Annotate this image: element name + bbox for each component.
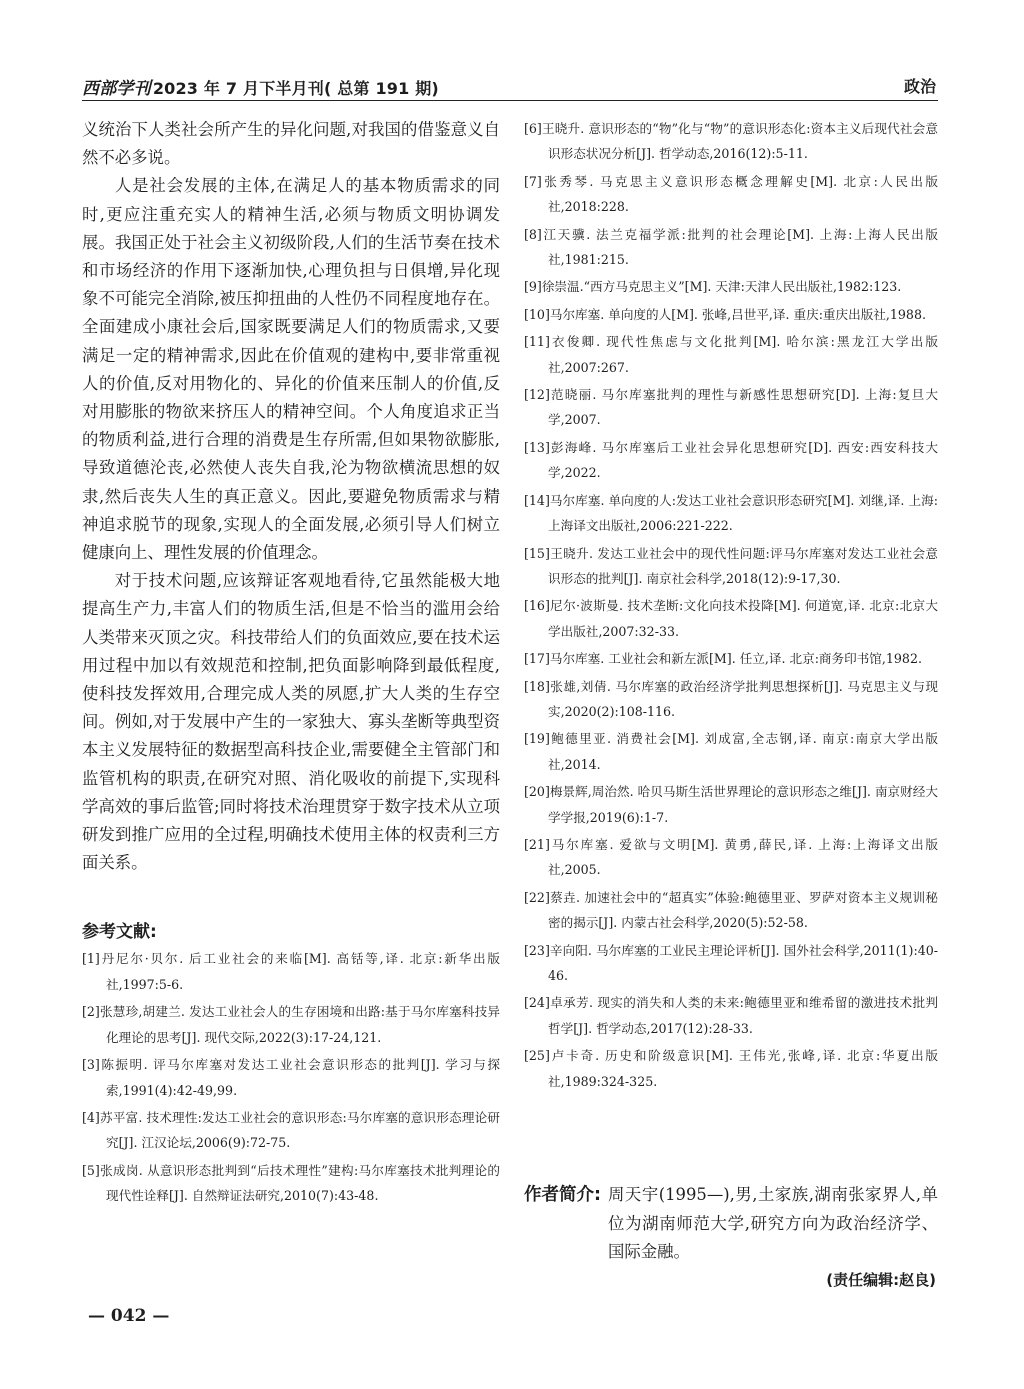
reference-item: [13]彭海峰. 马尔库塞后工业社会异化思想研究[D]. 西安:西安科技大学,2022. <box>524 439 938 481</box>
reference-item: [17]马尔库塞. 工业社会和新左派[M]. 任立,译. 北京:商务印书馆,1982. <box>524 651 922 667</box>
right-column <box>524 116 938 1096</box>
page-header <box>82 72 938 101</box>
article-body <box>82 116 500 877</box>
reference-item: [3]陈振明. 评马尔库塞对发达工业社会意识形态的批判[J]. 学习与探索,1991(4):42-49,99. <box>82 1057 500 1098</box>
author-bio <box>524 1181 938 1267</box>
reference-item: [21]马尔库塞. 爱欲与文明[M]. 黄勇,薛民,译. 上海:上海译文出版社,2005. <box>524 836 938 878</box>
reference-item: [1]丹尼尔·贝尔. 后工业社会的来临[M]. 高铦等,译. 北京:新华出版社,1997:5-6. <box>82 951 500 992</box>
author-bio-label: 作者简介: <box>524 1185 601 1205</box>
body-paragraph: 人是社会发展的主体,在满足人的基本物质需求的同时,更应注重充实人的精神生活,必须与物质文明协调发展。我国正处于社会主义初级阶段,人们的生活节奏在技术和市场经济的作用下逐渐加快,心理负担与日俱增,异化现象不可能完全消除,被压抑扭曲的人性仍不同程度地存在。全面建成小康社会后,国家既要满足人们的物质需求,又要满足一定的精神需求,因此在价值观的建构中,要非常重视人的价值,反对用物化的、异化的价值来压制人的价值,反对用膨胀的物欲来挤压人的精神空间。个人角度追求正当的物质利益,进行合理的消费是生存所需,但如果物欲膨胀,导致道德沦丧,必然使人丧失自我,沦为物欲横流思想的奴隶,然后丧失人生的真正意义。因此,要避免物质需求与精神追求脱节的现象,实现人的全面发展,必须引导人们树立健康向上、理性发展的价值理念。 <box>82 176 500 563</box>
page-number: — 042 — <box>88 1306 170 1326</box>
reference-item: [12]范晓丽. 马尔库塞批判的理性与新感性思想研究[D]. 上海:复旦大学,2007. <box>524 387 938 428</box>
reference-item: [5]张成岗. 从意识形态批判到“后技术理性”建构:马尔库塞技术批判理论的现代性诠释[J]. 自然辩证法研究,2010(7):43-48. <box>82 1162 500 1204</box>
section-label: 政治 <box>903 77 936 96</box>
reference-item: [16]尼尔·波斯曼. 技术垄断:文化向技术投降[M]. 何道宽,译. 北京:北京大学出版社,2007:32-33. <box>524 598 938 639</box>
reference-item: [18]张雄,刘倩. 马尔库塞的政治经济学批判思想探析[J]. 马克思主义与现实,2020(2):108-116. <box>524 678 938 719</box>
left-column <box>82 116 500 1211</box>
reference-item: [14]马尔库塞. 单向度的人:发达工业社会意识形态研究[M]. 刘继,译. 上海:上海译文出版社,2006:221-222. <box>524 492 938 534</box>
reference-list-left <box>82 946 500 1208</box>
reference-item: [10]马尔库塞. 单向度的人[M]. 张峰,吕世平,译. 重庆:重庆出版社,1988. <box>524 306 926 322</box>
reference-item: [19]鲍德里亚. 消费社会[M]. 刘成富,全志钢,译. 南京:南京大学出版社,2014. <box>524 731 938 772</box>
body-paragraph: 义统治下人类社会所产生的异化问题,对我国的借鉴意义自然不必多说。 <box>82 120 500 168</box>
reference-item: [7]张秀琴. 马克思主义意识形态概念理解史[M]. 北京:人民出版社,2018:228. <box>524 173 938 215</box>
issue-info: 2023 年 7 月下半月刊( 总第 191 期) <box>152 79 439 98</box>
reference-item: [4]苏平富. 技术理性:发达工业社会的意识形态:马尔库塞的意识形态理论研究[J]. 江汉论坛,2006(9):72-75. <box>82 1109 500 1151</box>
reference-item: [22]蔡垚. 加速社会中的“超真实”体验:鲍德里亚、罗萨对资本主义规训秘密的揭示[J]. 内蒙古社会科学,2020(5):52-58. <box>524 889 938 931</box>
body-paragraph: 对于技术问题,应该辩证客观地看待,它虽然能极大地提高生产力,丰富人们的物质生活,但是不恰当的滥用会给人类带来灭顶之灾。科技带给人们的负面效应,要在技术运用过程中加以有效规范和控制,把负面影响降到最低程度,使科技发挥效用,合理完成人类的夙愿,扩大人类的生存空间。例如,对于发展中产生的一家独大、寡头垄断等典型资本主义发展特征的数据型高科技企业,需要健全主管部门和监管机构的职责,在研究对照、消化吸收的前提下,实现科学高效的事后监管;同时将技术治理贯穿于数字技术从立项研发到推广应用的全过程,明确技术使用主体的权责利三方面关系。 <box>82 571 500 873</box>
reference-item: [6]王晓升. 意识形态的“物”化与“物”的意识形态化:资本主义后现代社会意识形态状况分析[J]. 哲学动态,2016(12):5-11. <box>524 121 938 162</box>
reference-item: [11]衣俊卿. 现代性焦虑与文化批判[M]. 哈尔滨:黑龙江大学出版社,2007:267. <box>524 334 938 375</box>
reference-item: [20]梅景辉,周治然. 哈贝马斯生活世界理论的意识形态之维[J]. 南京财经大学学报,2019(6):1-7. <box>524 784 938 825</box>
responsible-editor: (责任编辑:赵良) <box>826 1271 936 1289</box>
reference-item: [23]辛向阳. 马尔库塞的工业民主理论评析[J]. 国外社会科学,2011(1):40-46. <box>524 942 938 983</box>
references-heading: 参考文献: <box>82 922 157 943</box>
reference-item: [8]江天骥. 法兰克福学派:批判的社会理论[M]. 上海:上海人民出版社,1981:215. <box>524 226 938 268</box>
reference-item: [24]卓承芳. 现实的消失和人类的未来:鲍德里亚和维希留的激进技术批判哲学[J]. 哲学动态,2017(12):28-33. <box>524 995 938 1036</box>
reference-item: [9]徐崇温.“西方马克思主义”[M]. 天津:天津人民出版社,1982:123. <box>524 279 902 295</box>
reference-item: [2]张慧珍,胡建兰. 发达工业社会人的生存困境和出路:基于马尔库塞科技异化理论的思考[J]. 现代交际,2022(3):17-24,121. <box>82 1004 500 1045</box>
reference-item: [25]卢卡奇. 历史和阶级意识[M]. 王伟光,张峰,译. 北京:华夏出版社,1989:324-325. <box>524 1048 938 1089</box>
journal-logo: 西部学刊 <box>82 79 151 99</box>
reference-item: [15]王晓升. 发达工业社会中的现代性问题:评马尔库塞对发达工业社会意识形态的批判[J]. 南京社会科学,2018(12):9-17,30. <box>524 545 938 586</box>
journal-masthead <box>82 74 439 99</box>
author-bio-text: 周天宇(1995—),男,土家族,湖南张家界人,单位为湖南师范大学,研究方向为政治经济学、国际金融。 <box>608 1185 938 1261</box>
